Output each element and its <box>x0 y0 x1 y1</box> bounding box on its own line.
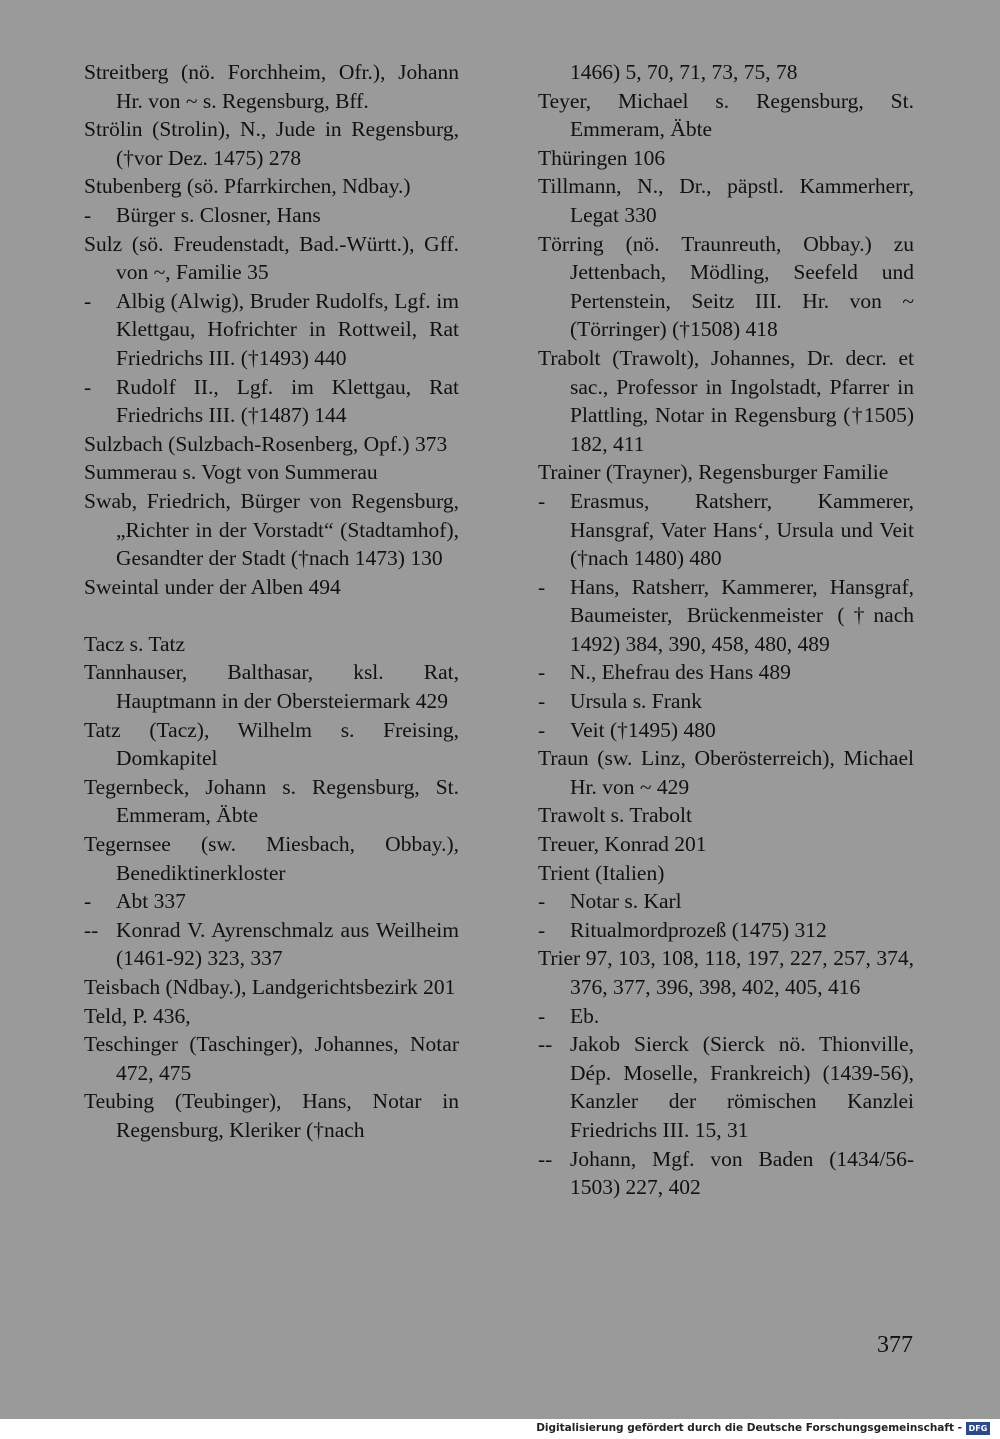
index-entry: Traun (sw. Linz, Oberösterreich), Michael Hr. von ~ 429 <box>538 746 914 799</box>
page-number: 377 <box>877 1332 913 1358</box>
subentry-dash: - <box>538 574 546 599</box>
index-entry: Sweintal under der Alben 494 <box>84 574 341 599</box>
index-entry: Tacz s. Tatz <box>84 631 186 656</box>
subentry-text: Eb. <box>570 1003 600 1028</box>
subentry-dash: - <box>84 288 92 313</box>
index-subentry <box>84 201 459 230</box>
footer-credit: Digitalisierung gefördert durch die Deutsche Forschungsgemeinschaft - <box>536 1422 962 1434</box>
index-column-left <box>84 58 459 1145</box>
index-entry: Teschinger (Taschinger), Johannes, Notar 472, 475 <box>84 1032 459 1085</box>
subentry-dash: -- <box>538 1032 553 1057</box>
index-column-right <box>538 58 914 1202</box>
subentry-text: Albig (Alwig), Bruder Rudolfs, Lgf. im Klettgau, Hofrichter in Rottweil, Rat Friedrichs III. (†1493) 440 <box>116 288 459 370</box>
index-subentry <box>538 716 914 745</box>
index-entry: Swab, Friedrich, Bürger von Regensburg, „Richter in der Vorstadt“ (Stadtamhof), Gesandter der Stadt (†nach 1473) 130 <box>84 488 459 571</box>
subentry-text: Johann, Mgf. von Baden (1434/56-1503) 227, 402 <box>570 1146 914 1200</box>
index-entry: Teyer, Michael s. Regensburg, St. Emmeram, Äbte <box>538 88 914 142</box>
subentry-dash: - <box>84 374 92 399</box>
subentry-dash: - <box>538 889 546 914</box>
index-entry: Trabolt (Trawolt), Johannes, Dr. decr. et sac., Professor in Ingolstadt, Pfarrer in Plattling, Notar in Regensburg (†1505) 182, 411 <box>538 345 914 456</box>
index-entry: Trier 97, 103, 108, 118, 197, 227, 257, 374, 376, 377, 396, 398, 402, 405, 416 <box>538 946 914 999</box>
index-subentry <box>538 687 914 716</box>
subentry-text: Veit (†1495) 480 <box>570 717 716 742</box>
subentry-text: Ritualmordprozeß (1475) 312 <box>570 917 827 942</box>
index-subentry <box>84 373 459 430</box>
index-subentry <box>84 887 459 916</box>
index-entry-continuation: 1466) 5, 70, 71, 73, 75, 78 <box>570 60 798 84</box>
index-entry: Thüringen 106 <box>538 145 666 170</box>
subentry-dash: - <box>84 202 92 227</box>
subentry-dash: - <box>538 660 546 685</box>
index-subentry <box>538 1002 914 1031</box>
index-entry: Trawolt s. Trabolt <box>538 803 692 828</box>
index-entry: Törring (nö. Traunreuth, Obbay.) zu Jettenbach, Mödling, Seefeld und Pertenstein, Seitz III. Hr. von ~ (Törringer) (†1508) 418 <box>538 231 914 342</box>
index-subentry <box>538 658 914 687</box>
index-entry: Teld, P. 436, <box>84 1003 191 1028</box>
index-entry: Stubenberg (sö. Pfarrkirchen, Ndbay.) <box>84 174 411 199</box>
index-entry: Tatz (Tacz), Wilhelm s. Freising, Domkapitel <box>84 717 459 771</box>
index-entry: Strölin (Strolin), N., Jude in Regensburg, (†vor Dez. 1475) 278 <box>84 117 459 170</box>
index-subentry <box>538 916 914 945</box>
subentry-text: Konrad V. Ayrenschmalz aus Weilheim (1461-92) 323, 337 <box>116 917 459 971</box>
index-subentry <box>538 887 914 916</box>
index-subentry <box>538 487 914 573</box>
subentry-text: Hans, Ratsherr, Kammerer, Hansgraf, Baumeister, Brückenmeister (†nach 1492) 384, 390, 458, 480, 489 <box>570 574 914 656</box>
subentry-text: Rudolf II., Lgf. im Klettgau, Rat Friedrichs III. (†1487) 144 <box>116 374 459 428</box>
index-subentry <box>538 573 914 659</box>
index-subentry <box>84 916 459 973</box>
index-entry: Trient (Italien) <box>538 860 665 885</box>
index-entry: Tegernsee (sw. Miesbach, Obbay.), Benediktinerkloster <box>84 832 459 885</box>
subentry-dash: -- <box>84 917 99 942</box>
index-entry: Teubing (Teubinger), Hans, Notar in Regensburg, Kleriker (†nach <box>84 1089 459 1142</box>
subentry-text: Erasmus, Ratsherr, Kammerer, Hansgraf, Vater Hans‘, Ursula und Veit (†nach 1480) 480 <box>570 488 914 571</box>
index-entry: Tegernbeck, Johann s. Regensburg, St. Emmeram, Äbte <box>84 774 459 828</box>
subentry-text: Ursula s. Frank <box>570 689 702 714</box>
subentry-dash: - <box>538 689 546 714</box>
index-entry: Tillmann, N., Dr., päpstl. Kammerherr, Legat 330 <box>538 174 914 227</box>
subentry-text: Notar s. Karl <box>570 889 682 914</box>
subentry-dash: - <box>538 1003 546 1028</box>
index-entry: Tannhauser, Balthasar, ksl. Rat, Hauptmann in der Obersteiermark 429 <box>84 660 459 714</box>
index-entry: Sulz (sö. Freudenstadt, Bad.-Württ.), Gff. von ~, Familie 35 <box>84 231 459 285</box>
index-entry: Trainer (Trayner), Regensburger Familie <box>538 460 889 485</box>
subentry-dash: - <box>84 889 92 914</box>
subentry-text: N., Ehefrau des Hans 489 <box>570 660 791 685</box>
index-entry: Streitberg (nö. Forchheim, Ofr.), Johann Hr. von ~ s. Regensburg, Bff. <box>84 60 459 113</box>
subentry-text: Bürger s. Closner, Hans <box>116 202 321 227</box>
index-subentry <box>538 1145 914 1202</box>
subentry-dash: - <box>538 917 546 942</box>
subentry-text: Jakob Sierck (Sierck nö. Thionville, Dép. Moselle, Frankreich) (1439-56), Kanzler der römischen Kanzlei Friedrichs III. 15, 31 <box>570 1032 914 1142</box>
index-entry: Sulzbach (Sulzbach-Rosenberg, Opf.) 373 <box>84 431 448 456</box>
index-entry: Summerau s. Vogt von Summerau <box>84 460 378 485</box>
index-subentry <box>538 1030 914 1144</box>
subentry-text: Abt 337 <box>116 889 186 914</box>
subentry-dash: -- <box>538 1146 553 1171</box>
index-subentry <box>84 287 459 373</box>
dfg-logo: DFG <box>966 1422 990 1435</box>
subentry-dash: - <box>538 488 546 513</box>
footer-bar <box>0 1419 1000 1439</box>
entry-gap <box>84 601 459 630</box>
subentry-dash: - <box>538 717 546 742</box>
index-entry: Teisbach (Ndbay.), Landgerichtsbezirk 201 <box>84 975 456 999</box>
index-entry: Treuer, Konrad 201 <box>538 832 707 857</box>
